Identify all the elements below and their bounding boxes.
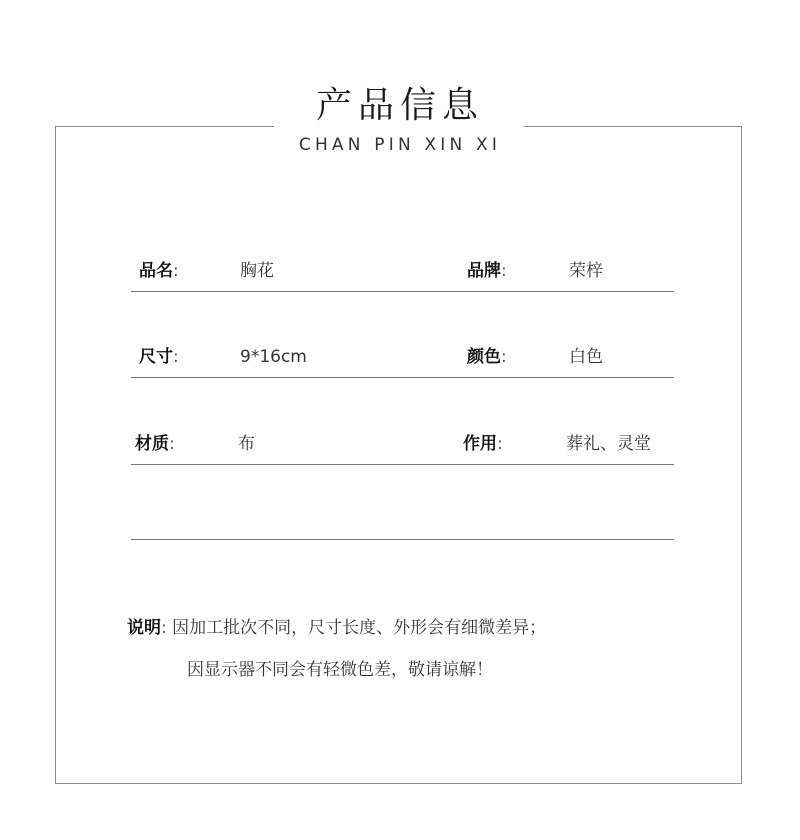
spec-value-brand: 荣梓	[569, 261, 603, 281]
spec-label-usage: 作用:	[463, 434, 503, 454]
colon: :	[501, 347, 507, 367]
info-frame	[55, 126, 742, 784]
row-divider	[131, 539, 674, 540]
spec-value-size: 9*16cm	[240, 347, 307, 367]
note-line-2: 因显示器不同会有轻微色差，敬请谅解！	[187, 660, 493, 680]
spec-label-size: 尺寸:	[139, 347, 179, 367]
note-line-1	[127, 617, 546, 639]
colon: :	[173, 347, 179, 367]
note-text-1: 因加工批次不同，尺寸长度、外形会有细微差异；	[172, 618, 547, 638]
note-colon: :	[161, 618, 167, 638]
spec-value-usage: 葬礼、灵堂	[566, 434, 651, 454]
colon: :	[497, 434, 503, 454]
colon: :	[501, 261, 507, 281]
note-label: 说明	[127, 618, 161, 638]
spec-label-name: 品名:	[139, 261, 179, 281]
row-divider	[131, 377, 674, 378]
colon: :	[169, 434, 175, 454]
colon: :	[173, 261, 179, 281]
spec-value-color: 白色	[569, 347, 603, 367]
spec-value-material: 布	[238, 434, 255, 454]
spec-value-name: 胸花	[240, 261, 274, 281]
page-subtitle: CHAN PIN XIN XI	[298, 135, 502, 155]
page-title: 产品信息	[315, 85, 484, 126]
spec-label-brand: 品牌:	[467, 261, 507, 281]
row-divider	[131, 464, 674, 465]
spec-label-color: 颜色:	[467, 347, 507, 367]
row-divider	[131, 291, 674, 292]
spec-label-material: 材质:	[135, 434, 175, 454]
